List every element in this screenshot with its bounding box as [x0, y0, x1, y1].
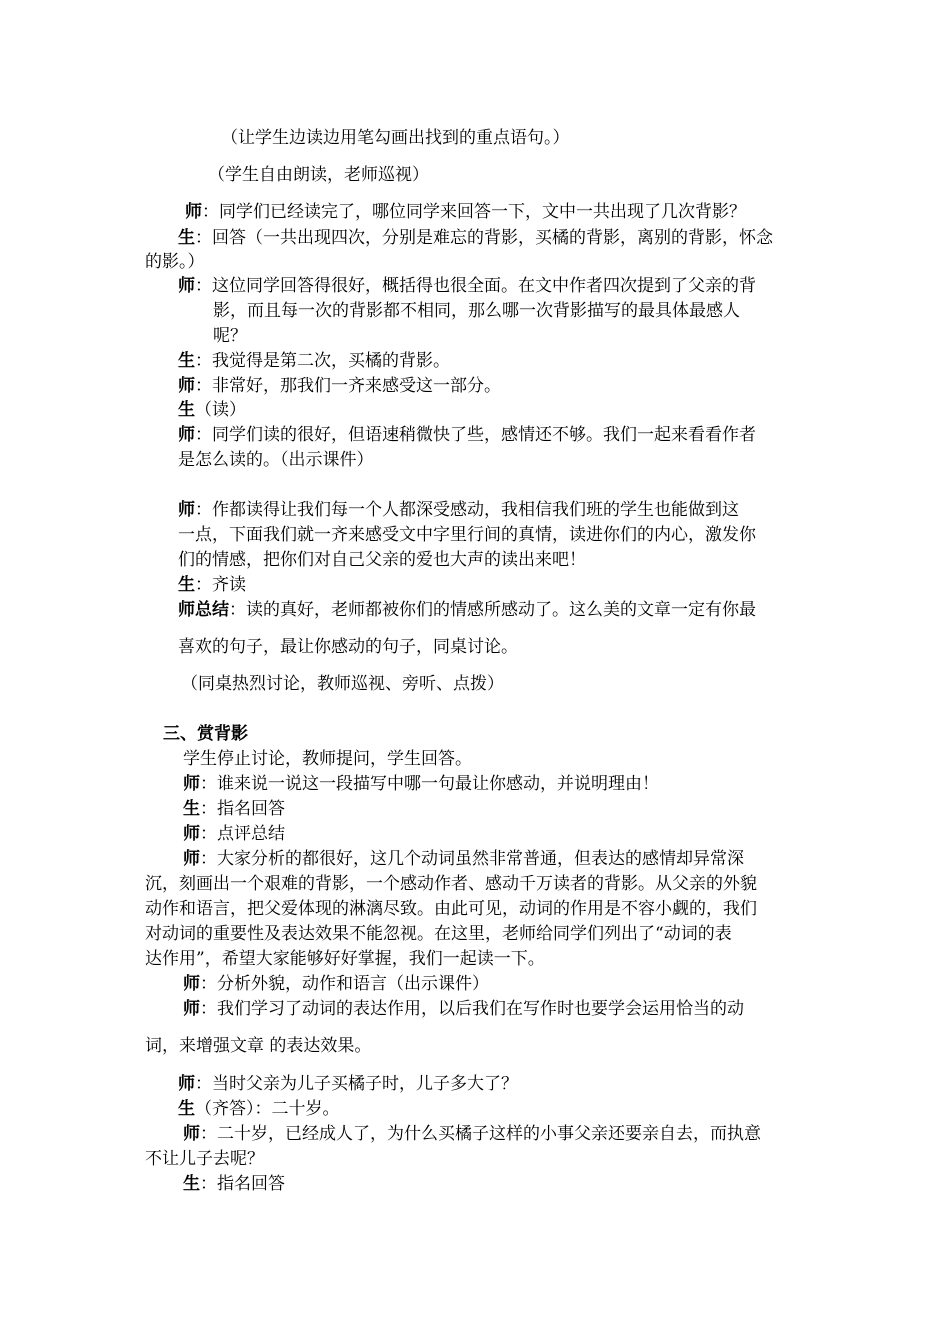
speaker-label: 师	[183, 1124, 200, 1144]
dialogue-line: 师：二十岁，已经成人了，为什么买橘子这样的小事父亲还要亲自去，而执意	[183, 1124, 761, 1144]
speaker-label: 师	[178, 1074, 195, 1094]
speaker-label: 师	[178, 276, 195, 296]
speaker-label: 师	[178, 500, 195, 520]
dialogue-line: 生：齐读	[178, 575, 246, 595]
dialogue-line: 生：指名回答	[183, 799, 285, 819]
text-line: 动作和语言，把父爱体现的淋漓尽致。由此可见，动词的作用是不容小觑的，我们	[145, 899, 757, 919]
speaker-label: 师总结	[178, 600, 229, 620]
dialogue-line: 生：我觉得是第二次，买橘的背影。	[178, 351, 450, 371]
speaker-label: 师	[185, 202, 202, 222]
text-line: 达作用”，希望大家能够好好掌握，我们一起读一下。	[145, 949, 545, 969]
text-line: 是怎么读的。（出示课件）	[178, 450, 374, 470]
speaker-label: 生	[183, 1174, 200, 1194]
speaker-label: 生	[178, 351, 195, 371]
speaker-label: 生	[178, 228, 195, 248]
dialogue-line: 师：当时父亲为儿子买橘子时，儿子多大了？	[178, 1074, 518, 1094]
text-line: 呢？	[213, 326, 247, 346]
speaker-label: 师	[183, 999, 200, 1019]
speaker-label: 师	[183, 774, 200, 794]
section-heading: 三、赏背影	[163, 724, 248, 744]
speaker-label: 师	[183, 824, 200, 844]
speaker-label: 师	[178, 425, 195, 445]
speaker-label: 师	[183, 849, 200, 869]
dialogue-line: 生：指名回答	[183, 1174, 285, 1194]
dialogue-line: 生：回答（一共出现四次，分别是难忘的背影，买橘的背影，离别的背影，怀念	[178, 228, 773, 248]
stage-direction: （学生自由朗读，老师巡视）	[208, 165, 429, 185]
dialogue-line: 师：谁来说一说这一段描写中哪一句最让你感动，并说明理由！	[183, 774, 659, 794]
stage-direction: （同桌热烈讨论，教师巡视、旁听、点拨）	[181, 674, 504, 694]
text-line: 喜欢的句子，最让你感动的句子，同桌讨论。	[178, 637, 518, 657]
text-line: 的影。）	[145, 252, 205, 272]
dialogue-line: 生（齐答）：二十岁。	[178, 1099, 340, 1119]
stage-direction: （让学生边读边用笔勾画出找到的重点语句。）	[221, 128, 570, 148]
dialogue-line: 师：作都读得让我们每一个人都深受感动，我相信我们班的学生也能做到这	[178, 500, 739, 520]
speaker-label: 生	[178, 400, 195, 420]
text-line: 一点，下面我们就一齐来感受文中字里行间的真情，读进你们的内心，激发你	[178, 525, 756, 545]
text-line: 学生停止讨论，教师提问，学生回答。	[183, 749, 472, 769]
dialogue-line: 生（读）	[178, 400, 246, 420]
dialogue-line: 师总结：读的真好，老师都被你们的情感所感动了。这么美的文章一定有你最	[178, 600, 756, 620]
text-line: 影，而且每一次的背影都不相同，那么哪一次背影描写的最具体最感人	[213, 301, 740, 321]
speaker-label: 生	[178, 575, 195, 595]
dialogue-line: 师：非常好，那我们一齐来感受这一部分。	[178, 376, 501, 396]
dialogue-line: 师：点评总结	[183, 824, 285, 844]
speaker-label: 师	[178, 376, 195, 396]
text-line: 词，来增强文章 的表达效果。	[145, 1036, 372, 1056]
dialogue-line: 师：大家分析的都很好，这几个动词虽然非常普通，但表达的感情却异常深	[183, 849, 744, 869]
dialogue-line: 师：分析外貌，动作和语言（出示课件）	[183, 974, 489, 994]
speaker-label: 生	[178, 1099, 195, 1119]
dialogue-line: 师：同学们已经读完了，哪位同学来回答一下，文中一共出现了几次背影？	[185, 202, 746, 222]
text-line: 们的情感，把你们对自己父亲的爱也大声的读出来吧！	[178, 550, 586, 570]
speaker-label: 师	[183, 974, 200, 994]
dialogue-line: 师：同学们读的很好，但语速稍微快了些，感情还不够。我们一起来看看作者	[178, 425, 756, 445]
speaker-label: 生	[183, 799, 200, 819]
text-line: 不让儿子去呢？	[145, 1149, 264, 1169]
text-line: 对动词的重要性及表达效果不能忽视。在这里，老师给同学们列出了“动词的表	[145, 924, 732, 944]
dialogue-line: 师：我们学习了动词的表达作用，以后我们在写作时也要学会运用恰当的动	[183, 999, 744, 1019]
text-line: 沉，刻画出一个艰难的背影，一个感动作者、感动千万读者的背影。从父亲的外貌	[145, 874, 757, 894]
dialogue-line: 师：这位同学回答得很好，概括得也很全面。在文中作者四次提到了父亲的背	[178, 276, 756, 296]
